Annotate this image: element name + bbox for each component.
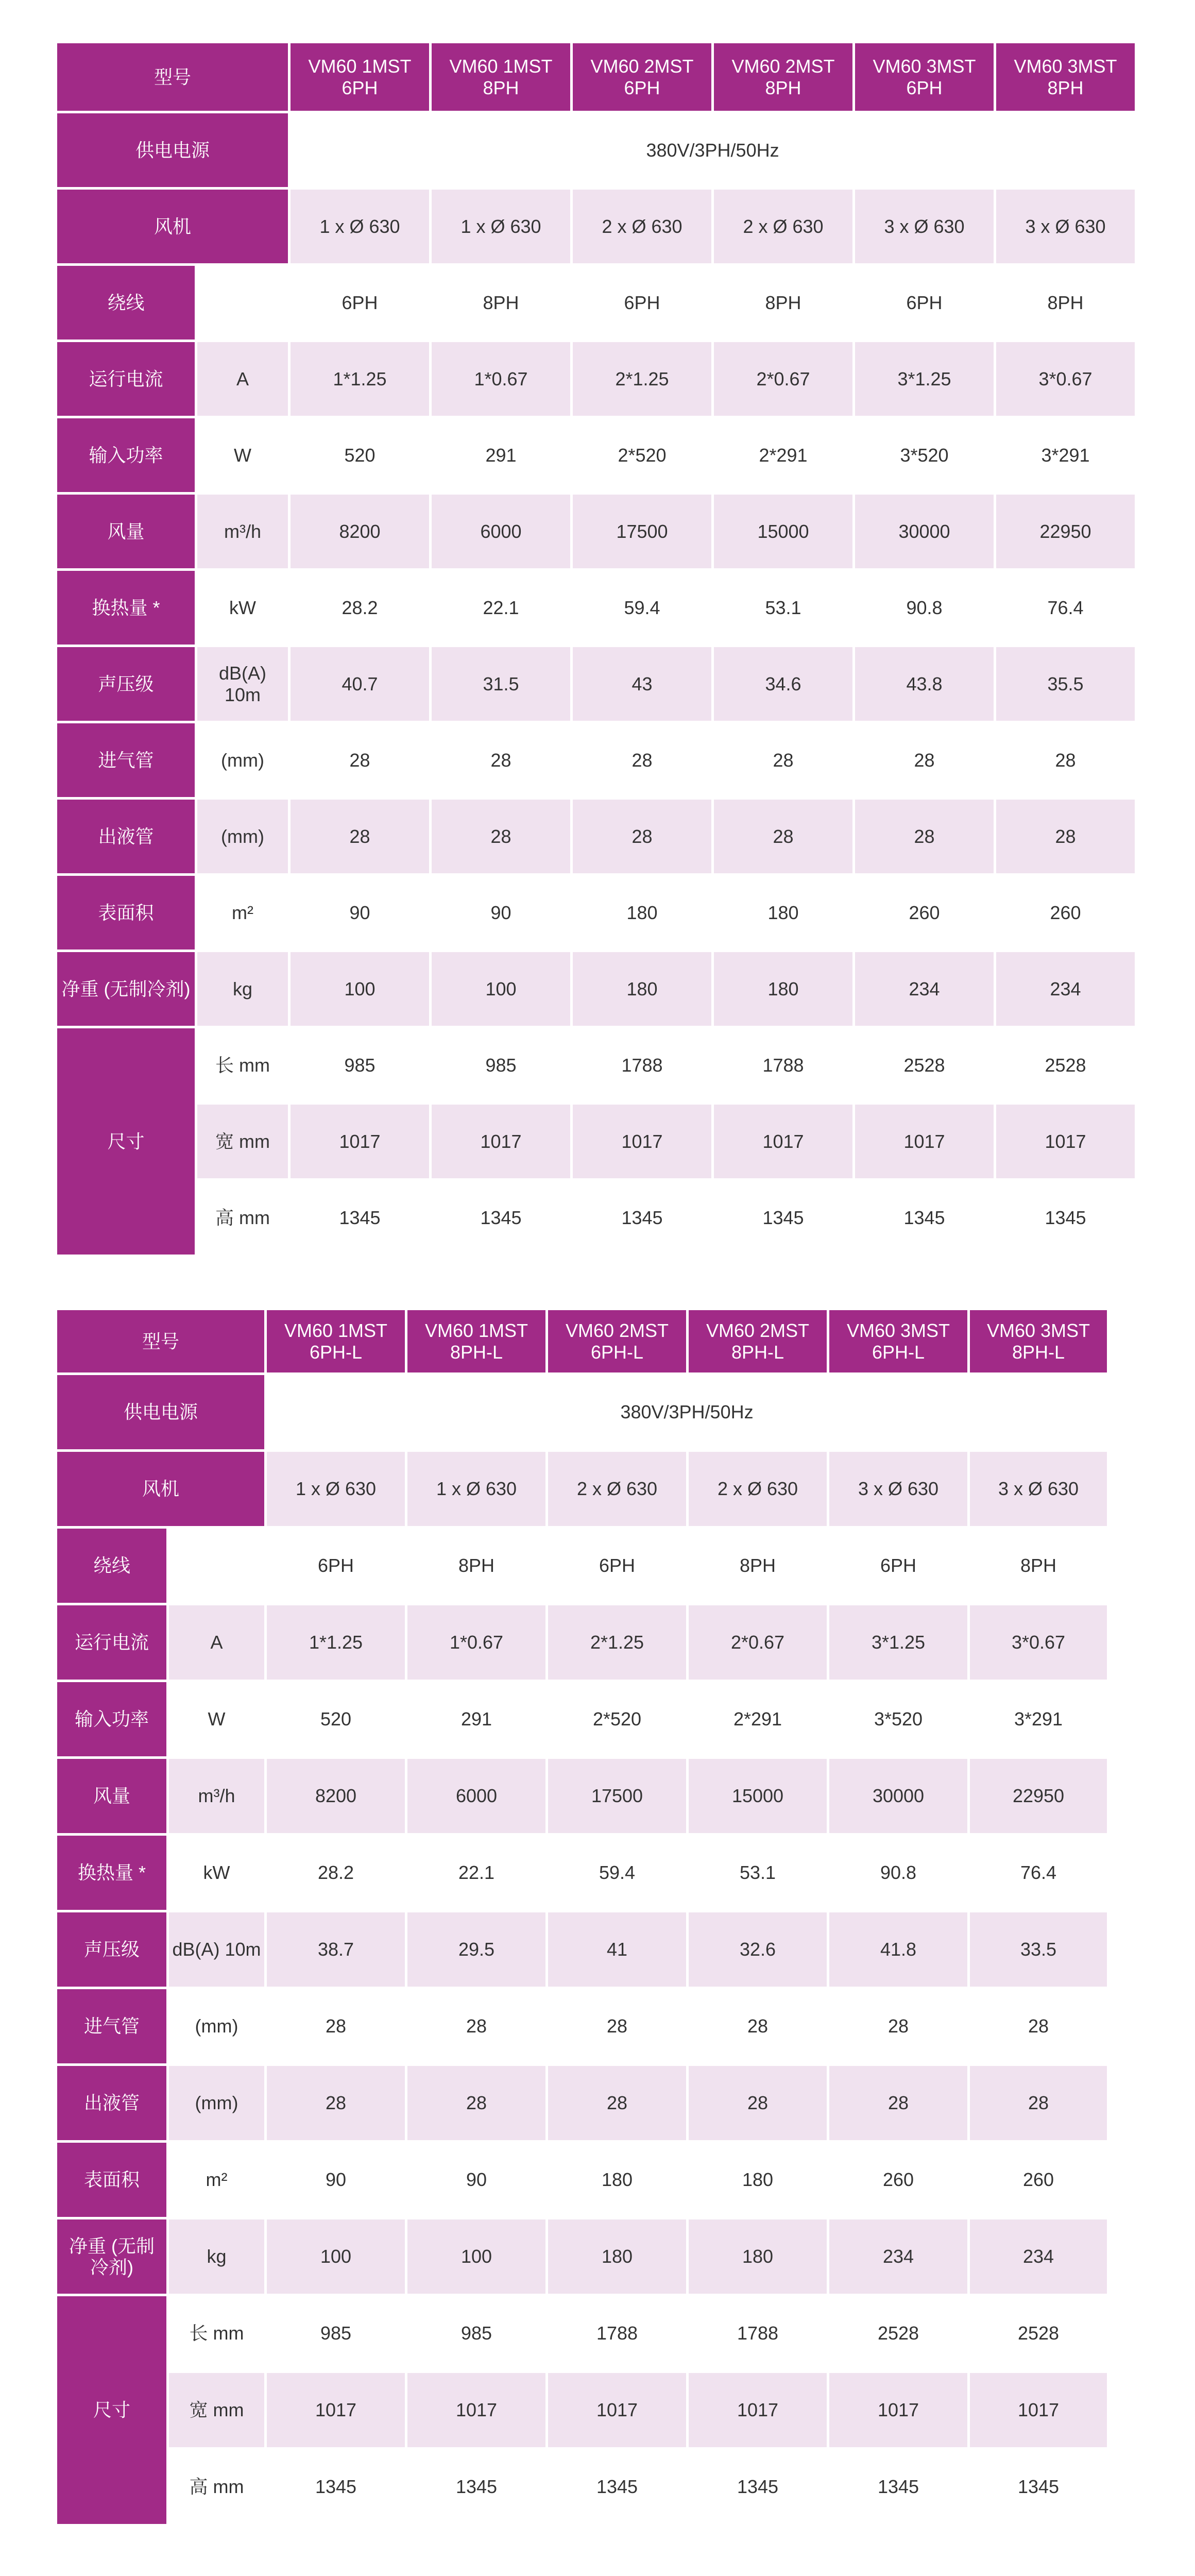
row-unit: m³/h: [169, 1759, 267, 1836]
cell-value: 1*0.67: [407, 1605, 548, 1682]
cell-value: 28: [432, 723, 573, 800]
model-header: 型号: [57, 1310, 267, 1375]
cell-value: 28: [996, 723, 1137, 800]
cell-value: 234: [829, 2219, 970, 2296]
cell-value: 1345: [996, 1181, 1137, 1257]
row-label: 风量: [57, 495, 197, 571]
cell-value: 2528: [970, 2296, 1109, 2373]
cell-value: 3*291: [970, 1682, 1109, 1759]
cell-value: 3*291: [996, 418, 1137, 495]
cell-value: 30000: [829, 1759, 970, 1836]
row-unit: [197, 266, 291, 342]
cell-value: 41.8: [829, 1912, 970, 1989]
cell-value: 1017: [714, 1105, 855, 1181]
row-unit: dB(A) 10m: [197, 647, 291, 723]
cell-value: 180: [573, 952, 714, 1028]
cell-value: 1017: [970, 2373, 1109, 2450]
model-name: VM60 1MST 6PH-L: [267, 1310, 407, 1375]
cell-value: 1788: [689, 2296, 829, 2373]
cell-value: 6PH: [573, 266, 714, 342]
cell-value: 8PH: [407, 1529, 548, 1605]
row-label: 出液管: [57, 2066, 169, 2143]
cell-value: 234: [996, 952, 1137, 1028]
row-label: 换热量 *: [57, 571, 197, 647]
cell-value: 3 x Ø 630: [829, 1452, 970, 1529]
cell-value: 22.1: [407, 1836, 548, 1912]
cell-value: 76.4: [970, 1836, 1109, 1912]
cell-value: 1345: [855, 1181, 996, 1257]
cell-value: 43: [573, 647, 714, 723]
row-unit: m²: [169, 2143, 267, 2219]
cell-value: 2*291: [689, 1682, 829, 1759]
cell-value: 28: [573, 800, 714, 876]
row-label: 进气管: [57, 1989, 169, 2066]
cell-value: 100: [267, 2219, 407, 2296]
cell-value: 1017: [996, 1105, 1137, 1181]
cell-value: 90.8: [855, 571, 996, 647]
cell-value: 234: [970, 2219, 1109, 2296]
cell-value: 260: [970, 2143, 1109, 2219]
row-label: 运行电流: [57, 342, 197, 418]
row-label: 进气管: [57, 723, 197, 800]
cell-value: 28: [573, 723, 714, 800]
cell-value: 291: [432, 418, 573, 495]
cell-value: 2*1.25: [573, 342, 714, 418]
cell-value: 22950: [970, 1759, 1109, 1836]
cell-value: 3 x Ø 630: [970, 1452, 1109, 1529]
cell-value: 2*0.67: [714, 342, 855, 418]
cell-value: 53.1: [689, 1836, 829, 1912]
cell-value: 100: [432, 952, 573, 1028]
cell-value: 1788: [548, 2296, 689, 2373]
cell-value: 28: [996, 800, 1137, 876]
model-name: VM60 3MST 6PH: [855, 43, 996, 113]
cell-value: 76.4: [996, 571, 1137, 647]
cell-value: 28: [970, 2066, 1109, 2143]
cell-value: 3 x Ø 630: [855, 190, 996, 266]
cell-value: 180: [548, 2143, 689, 2219]
cell-value: 90: [291, 876, 432, 952]
row-label: 表面积: [57, 2143, 169, 2219]
cell-value: 8200: [267, 1759, 407, 1836]
cell-value: 28: [970, 1989, 1109, 2066]
cell-value: 38.7: [267, 1912, 407, 1989]
cell-value: 1017: [829, 2373, 970, 2450]
row-label: 尺寸: [57, 1028, 197, 1257]
cell-value: 180: [714, 876, 855, 952]
row-label: 声压级: [57, 1912, 169, 1989]
cell-value: 3 x Ø 630: [996, 190, 1137, 266]
row-unit: 高 mm: [169, 2450, 267, 2527]
cell-value: 15000: [689, 1759, 829, 1836]
cell-value: 3*1.25: [855, 342, 996, 418]
cell-value: 3*0.67: [996, 342, 1137, 418]
row-label: 风机: [57, 190, 291, 266]
row-unit: (mm): [197, 723, 291, 800]
model-name: VM60 1MST 6PH: [291, 43, 432, 113]
cell-value: 28: [714, 800, 855, 876]
cell-value: 32.6: [689, 1912, 829, 1989]
model-name: VM60 2MST 6PH-L: [548, 1310, 689, 1375]
row-unit: kg: [197, 952, 291, 1028]
cell-value: 520: [291, 418, 432, 495]
cell-value: 6PH: [548, 1529, 689, 1605]
row-unit: 宽 mm: [169, 2373, 267, 2450]
row-label: 供电电源: [57, 1375, 267, 1452]
cell-value: 985: [291, 1028, 432, 1105]
cell-value: 1017: [291, 1105, 432, 1181]
row-unit: (mm): [169, 2066, 267, 2143]
cell-value: 180: [689, 2143, 829, 2219]
model-name: VM60 2MST 6PH: [573, 43, 714, 113]
cell-value: 28.2: [267, 1836, 407, 1912]
cell-value: 28: [267, 2066, 407, 2143]
model-name: VM60 1MST 8PH: [432, 43, 573, 113]
cell-value: 28: [291, 800, 432, 876]
cell-value: 28: [267, 1989, 407, 2066]
cell-value: 1 x Ø 630: [407, 1452, 548, 1529]
cell-value: 291: [407, 1682, 548, 1759]
row-unit: (mm): [169, 1989, 267, 2066]
cell-value: 8PH: [970, 1529, 1109, 1605]
cell-value: 1017: [432, 1105, 573, 1181]
cell-value: 59.4: [548, 1836, 689, 1912]
cell-value: 15000: [714, 495, 855, 571]
row-unit: kW: [197, 571, 291, 647]
cell-value: 1 x Ø 630: [291, 190, 432, 266]
cell-value: 1345: [714, 1181, 855, 1257]
cell-value: 30000: [855, 495, 996, 571]
model-name: VM60 3MST 8PH-L: [970, 1310, 1109, 1375]
cell-value: 985: [432, 1028, 573, 1105]
cell-value: 22950: [996, 495, 1137, 571]
cell-value: 1*0.67: [432, 342, 573, 418]
cell-value: 520: [267, 1682, 407, 1759]
cell-value: 2528: [855, 1028, 996, 1105]
model-name: VM60 3MST 6PH-L: [829, 1310, 970, 1375]
cell-value: 6PH: [829, 1529, 970, 1605]
power-value: 380V/3PH/50Hz: [291, 113, 1137, 190]
cell-value: 6000: [432, 495, 573, 571]
row-unit: m³/h: [197, 495, 291, 571]
cell-value: 2 x Ø 630: [573, 190, 714, 266]
cell-value: 1345: [267, 2450, 407, 2527]
cell-value: 3*0.67: [970, 1605, 1109, 1682]
cell-value: 17500: [573, 495, 714, 571]
model-name: VM60 3MST 8PH: [996, 43, 1137, 113]
cell-value: 28: [548, 1989, 689, 2066]
cell-value: 8PH: [689, 1529, 829, 1605]
cell-value: 28: [291, 723, 432, 800]
cell-value: 40.7: [291, 647, 432, 723]
row-label: 风量: [57, 1759, 169, 1836]
cell-value: 1 x Ø 630: [267, 1452, 407, 1529]
cell-value: 29.5: [407, 1912, 548, 1989]
spec-table-1: [57, 43, 1137, 1257]
cell-value: 2528: [829, 2296, 970, 2373]
cell-value: 1345: [689, 2450, 829, 2527]
cell-value: 8PH: [714, 266, 855, 342]
cell-value: 234: [855, 952, 996, 1028]
row-unit: 宽 mm: [197, 1105, 291, 1181]
row-label: 表面积: [57, 876, 197, 952]
cell-value: 1017: [689, 2373, 829, 2450]
cell-value: 1*1.25: [291, 342, 432, 418]
cell-value: 6000: [407, 1759, 548, 1836]
cell-value: 28: [714, 723, 855, 800]
cell-value: 1788: [714, 1028, 855, 1105]
cell-value: 3*520: [855, 418, 996, 495]
cell-value: 8PH: [996, 266, 1137, 342]
row-label: 风机: [57, 1452, 267, 1529]
row-unit: dB(A) 10m: [169, 1912, 267, 1989]
row-label: 绕线: [57, 266, 197, 342]
row-unit: W: [169, 1682, 267, 1759]
cell-value: 1017: [573, 1105, 714, 1181]
cell-value: 1345: [291, 1181, 432, 1257]
cell-value: 1 x Ø 630: [432, 190, 573, 266]
cell-value: 2*520: [548, 1682, 689, 1759]
cell-value: 34.6: [714, 647, 855, 723]
cell-value: 17500: [548, 1759, 689, 1836]
cell-value: 28: [855, 723, 996, 800]
cell-value: 28: [689, 2066, 829, 2143]
cell-value: 28: [855, 800, 996, 876]
cell-value: 3*1.25: [829, 1605, 970, 1682]
spec-table-2: [57, 1310, 1109, 2527]
cell-value: 31.5: [432, 647, 573, 723]
cell-value: 985: [407, 2296, 548, 2373]
model-name: VM60 2MST 8PH-L: [689, 1310, 829, 1375]
row-label: 净重 (无制冷剂): [57, 952, 197, 1028]
cell-value: 90: [267, 2143, 407, 2219]
cell-value: 90: [407, 2143, 548, 2219]
row-unit: kg: [169, 2219, 267, 2296]
cell-value: 2*520: [573, 418, 714, 495]
cell-value: 43.8: [855, 647, 996, 723]
cell-value: 28: [407, 1989, 548, 2066]
cell-value: 28: [689, 1989, 829, 2066]
cell-value: 180: [714, 952, 855, 1028]
cell-value: 2*291: [714, 418, 855, 495]
cell-value: 260: [829, 2143, 970, 2219]
cell-value: 100: [291, 952, 432, 1028]
row-label: 声压级: [57, 647, 197, 723]
cell-value: 1345: [548, 2450, 689, 2527]
power-value: 380V/3PH/50Hz: [267, 1375, 1109, 1452]
cell-value: 180: [573, 876, 714, 952]
cell-value: 6PH: [855, 266, 996, 342]
cell-value: 260: [855, 876, 996, 952]
cell-value: 2*1.25: [548, 1605, 689, 1682]
cell-value: 90: [432, 876, 573, 952]
row-unit: kW: [169, 1836, 267, 1912]
cell-value: 1017: [407, 2373, 548, 2450]
row-unit: 长 mm: [197, 1028, 291, 1105]
cell-value: 8PH: [432, 266, 573, 342]
cell-value: 28: [829, 1989, 970, 2066]
cell-value: 2 x Ø 630: [714, 190, 855, 266]
cell-value: 28: [829, 2066, 970, 2143]
row-label: 换热量 *: [57, 1836, 169, 1912]
cell-value: 2*0.67: [689, 1605, 829, 1682]
cell-value: 90.8: [829, 1836, 970, 1912]
row-unit: [169, 1529, 267, 1605]
cell-value: 6PH: [267, 1529, 407, 1605]
cell-value: 1788: [573, 1028, 714, 1105]
cell-value: 28: [407, 2066, 548, 2143]
cell-value: 35.5: [996, 647, 1137, 723]
cell-value: 28: [548, 2066, 689, 2143]
cell-value: 2528: [996, 1028, 1137, 1105]
cell-value: 1345: [573, 1181, 714, 1257]
cell-value: 180: [548, 2219, 689, 2296]
cell-value: 1017: [855, 1105, 996, 1181]
cell-value: 180: [689, 2219, 829, 2296]
cell-value: 1345: [407, 2450, 548, 2527]
cell-value: 22.1: [432, 571, 573, 647]
row-label: 净重 (无制 冷剂): [57, 2219, 169, 2296]
cell-value: 2 x Ø 630: [689, 1452, 829, 1529]
cell-value: 28.2: [291, 571, 432, 647]
cell-value: 33.5: [970, 1912, 1109, 1989]
row-label: 尺寸: [57, 2296, 169, 2527]
cell-value: 1*1.25: [267, 1605, 407, 1682]
row-label: 输入功率: [57, 1682, 169, 1759]
cell-value: 6PH: [291, 266, 432, 342]
cell-value: 41: [548, 1912, 689, 1989]
cell-value: 985: [267, 2296, 407, 2373]
row-unit: 长 mm: [169, 2296, 267, 2373]
cell-value: 100: [407, 2219, 548, 2296]
row-label: 供电电源: [57, 113, 291, 190]
cell-value: 28: [432, 800, 573, 876]
row-label: 输入功率: [57, 418, 197, 495]
row-unit: W: [197, 418, 291, 495]
model-name: VM60 2MST 8PH: [714, 43, 855, 113]
row-unit: m²: [197, 876, 291, 952]
row-label: 运行电流: [57, 1605, 169, 1682]
cell-value: 3*520: [829, 1682, 970, 1759]
model-name: VM60 1MST 8PH-L: [407, 1310, 548, 1375]
model-header: 型号: [57, 43, 291, 113]
row-unit: A: [197, 342, 291, 418]
row-unit: (mm): [197, 800, 291, 876]
row-unit: A: [169, 1605, 267, 1682]
row-label: 绕线: [57, 1529, 169, 1605]
cell-value: 59.4: [573, 571, 714, 647]
cell-value: 8200: [291, 495, 432, 571]
cell-value: 260: [996, 876, 1137, 952]
row-label: 出液管: [57, 800, 197, 876]
cell-value: 1345: [829, 2450, 970, 2527]
cell-value: 1345: [970, 2450, 1109, 2527]
cell-value: 2 x Ø 630: [548, 1452, 689, 1529]
row-unit: 高 mm: [197, 1181, 291, 1257]
cell-value: 1345: [432, 1181, 573, 1257]
cell-value: 53.1: [714, 571, 855, 647]
cell-value: 1017: [548, 2373, 689, 2450]
cell-value: 1017: [267, 2373, 407, 2450]
